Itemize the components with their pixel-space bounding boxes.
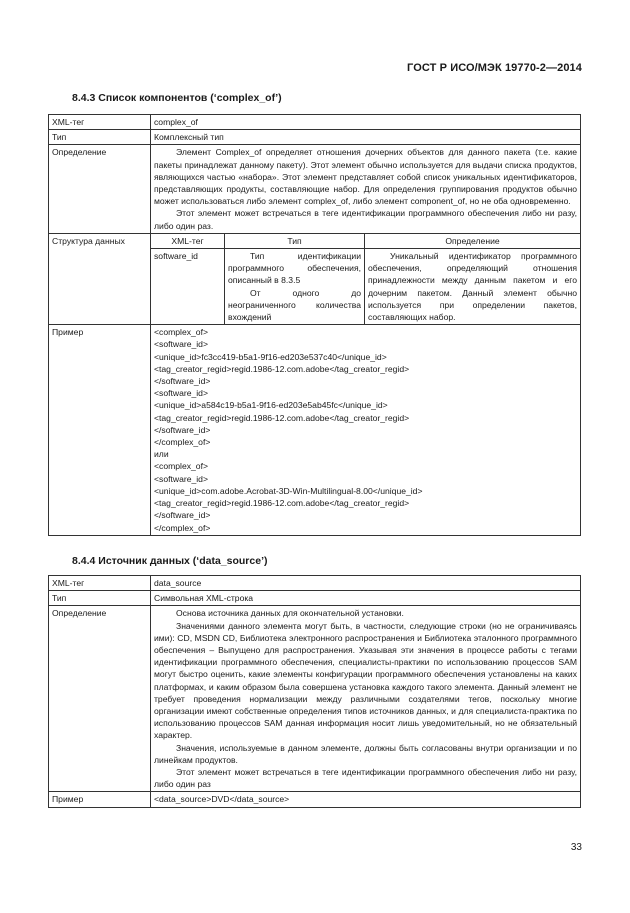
structure-definition-text: Уникальный идентификатор программного обеспечения, определяющий отношения принадлежности между данным пакетом и его дочерним пакетом. Данный элемент обычно используется при определении пакетов, составляющих набор. [368, 251, 577, 323]
col-header-xml: XML-тег [171, 235, 204, 246]
definition-paragraph: Значениями данного элемента могут быть, в частности, следующие строки (но не ограничиваясь ими): CD, MSDN CD, Библиотека электронного распространения и Библиотека эталонного программного обеспечения – Выпущено для распространения. Указывая эти значения в процессе работы с тегами идентификации программного обеспечения, специалисты-практики по использованию процессов SAM могут быстро оценить, какие элементы конфигурации программного обеспечения установлены на каких платформах, и каким образом была совершена установка каждого такого элемента. Данный элемент не требует проведения нормализации между различными создателями тегов, поскольку многие организации имеют собственные определения типов источников данных, и для специалиста-практика по использованию процессов SAM данная информация носит лишь уведомительный, но не обязательный характер. [154, 620, 577, 741]
example-code-line: </software_id> [154, 510, 211, 521]
structure-data-row [151, 249, 580, 325]
table-row [49, 325, 581, 535]
row-label: Определение [49, 606, 151, 792]
definition-paragraph: Значения, используемые в данном элементе, должны быть согласованы внутри организации и по линейкам продуктов. [154, 742, 577, 765]
table-row [49, 591, 581, 606]
standard-header: ГОСТ Р ИСО/МЭК 19770-2—2014 [407, 62, 582, 74]
example-code-line: <software_id> [154, 388, 208, 399]
complex-of-table [48, 114, 581, 536]
definition-paragraph: Элемент Complex_of определяет отношения дочерних объектов для данного пакета (т.е. какие пакеты принадлежат данному пакету). Этот элемент обычно используется для выдачи списка продуктов, являющихся частью «набора». Этот элемент представляет собой список уникальных идентификаторов, представляющих продукты, составляющие набор. Для определения группирования продуктов обычно может использоваться либо элемент complex_of, либо элемент component_of, но не оба одновременно. [154, 147, 577, 207]
definition-paragraph: Этот элемент может встречаться в теге идентификации программного обеспечения либо ни разу, либо один раз. [154, 208, 577, 231]
example-code-line: <unique_id>a584c19-b5a1-9f16-ed203e5ab45fc</unique_id> [154, 400, 388, 411]
col-header-definition: Определение [365, 234, 581, 249]
example-code-line: <complex_of> [154, 327, 208, 338]
row-label: Тип [49, 591, 151, 606]
structure-header-row [151, 234, 580, 249]
structure-type-text: Тип идентификации программного обеспечения, описанный в 8.3.5 [228, 251, 361, 286]
table-row [49, 576, 581, 591]
row-label: XML-тег [49, 576, 151, 591]
row-label: Структура данных [49, 233, 151, 324]
row-label: Пример [49, 792, 151, 807]
example-code-line: <software_id> [154, 473, 208, 484]
definition-cell [151, 145, 581, 233]
section-title-complex-of: 8.4.3 Список компонентов (‘complex_of’) [72, 92, 282, 104]
definition-paragraph: Этот элемент может встречаться в теге идентификации программного обеспечения либо ни разу, либо один раз [154, 767, 577, 790]
row-label: Определение [49, 145, 151, 233]
structure-definition-value [365, 249, 581, 325]
example-code-line: или [154, 449, 169, 460]
example-code-line: </complex_of> [154, 522, 211, 533]
structure-cell [151, 233, 581, 324]
table-row [49, 115, 581, 130]
definition-paragraph: Основа источника данных для окончательной установки. [176, 608, 404, 619]
structure-type-value [225, 249, 365, 325]
example-code-line: <software_id> [154, 339, 208, 350]
example-code-line: </complex_of> [154, 437, 211, 448]
row-value: Символьная XML-строка [151, 591, 581, 606]
row-label: Пример [49, 325, 151, 535]
example-code-line: <unique_id>com.adobe.Acrobat-3D-Win-Multilingual-8.00</unique_id> [154, 485, 423, 496]
definition-cell [151, 606, 581, 792]
table-row [49, 233, 581, 324]
table-row [49, 606, 581, 792]
example-code-line: <tag_creator_regid>regid.1986-12.com.adobe</tag_creator_regid> [154, 498, 410, 509]
example-code-line: </software_id> [154, 424, 211, 435]
example-code [154, 326, 577, 533]
table-row [49, 130, 581, 145]
structure-table [151, 234, 580, 324]
row-label: Тип [49, 130, 151, 145]
col-header-type: Тип [225, 234, 365, 249]
page-number: 33 [570, 842, 582, 853]
data-source-table [48, 575, 581, 808]
structure-type-text: От одного до неограниченного количества вхождений [228, 287, 361, 323]
row-label: XML-тег [49, 115, 151, 130]
example-code-line: <complex_of> [154, 461, 208, 472]
example-code-line: <tag_creator_regid>regid.1986-12.com.adobe</tag_creator_regid> [154, 412, 410, 423]
row-value: data_source [151, 576, 581, 591]
row-value: Комплексный тип [151, 130, 581, 145]
example-code-line: <tag_creator_regid>regid.1986-12.com.adobe</tag_creator_regid> [154, 363, 410, 374]
example-cell [151, 325, 581, 535]
section-title-data-source: 8.4.4 Источник данных (‘data_source’) [72, 555, 268, 567]
table-row [49, 145, 581, 233]
structure-xml-value: software_id [151, 249, 225, 325]
example-code-line: </software_id> [154, 376, 211, 387]
row-value: complex_of [151, 115, 581, 130]
example-code-line: <unique_id>fc3cc419-b5a1-9f16-ed203e537c40</unique_id> [154, 351, 387, 362]
table-row [49, 792, 581, 807]
example-value: <data_source>DVD</data_source> [151, 792, 581, 807]
